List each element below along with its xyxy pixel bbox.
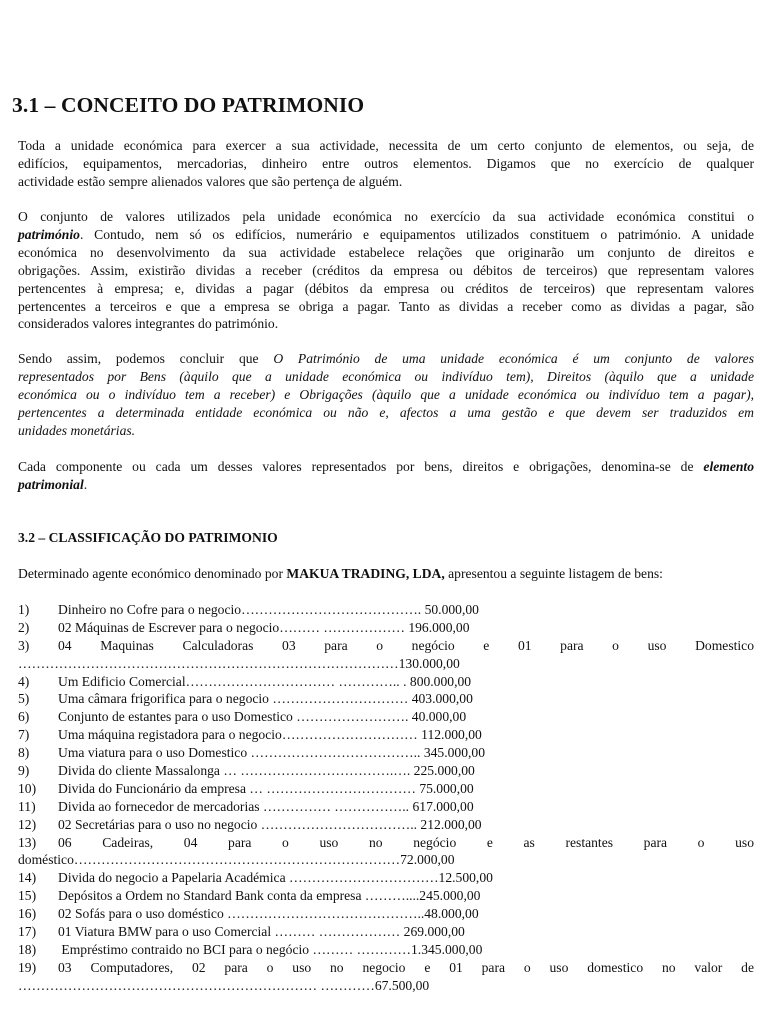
- list-item-text: 02 Máquinas de Escrever para o negocio……… ……………… 196.000,00: [58, 619, 470, 635]
- section-title-conceito: 3.1 – CONCEITO DO PATRIMONIO: [12, 93, 365, 117]
- paragraph-conjunto: [18, 208, 754, 333]
- list-item-number: 15): [18, 888, 37, 904]
- list-item-continuation: ………………………………………………………… …………67.500,00: [18, 977, 430, 993]
- list-item-text: 02 Secretárias para o uso no negocio …………………………….. 212.000,00: [58, 816, 482, 832]
- list-item-text: Depósitos a Ordem no Standard Bank conta da empresa ………....245.000,00: [58, 888, 481, 904]
- keyword-elemento: elemento: [703, 459, 754, 474]
- list-item: [18, 941, 754, 959]
- list-item: [18, 619, 754, 637]
- paragraph-line: patrimonial.: [18, 476, 88, 492]
- paragraph-line: obrigações. Assim, existirão dividas a receber (créditos da empresa ou débitos de terceiros) que representam valores: [18, 262, 754, 278]
- list-item-number: 2): [18, 619, 30, 635]
- list-item-text: Divida do cliente Massalonga … …………………………….…. 225.000,00: [58, 763, 475, 779]
- list-item-number: 14): [18, 870, 37, 886]
- paragraph-line: actividade estão sempre alienados valores que são pertença de alguém.: [18, 173, 403, 189]
- list-item-text: Divida do negocio a Papelaria Académica ……………………………12.500,00: [58, 870, 493, 886]
- paragraph-line: representados por Bens (àquilo que a unidade económica ou indivíduo tem), Direitos (àquilo que a unidade: [18, 368, 754, 384]
- paragraph-line: económica no desenvolvimento da sua actividade estabelece relações que originarão um conjunto de direitos e: [18, 244, 754, 260]
- section-title-classificacao: 3.2 – CLASSIFICAÇÃO DO PATRIMONIO: [18, 530, 278, 545]
- list-item-number: 10): [18, 780, 37, 796]
- list-item-number: 6): [18, 709, 30, 725]
- list-item: 3) 04 Maquinas Calculadoras 03 para o negócio e 01 para o uso Domestico: [18, 637, 754, 653]
- paragraph-line: pertencentes à empresa; e, dividas a pagar (débitos da empresa ou créditos de terceiros) que representam valores: [18, 280, 754, 296]
- list-item-continuation: doméstico………………………………………………………………72.000,00: [18, 852, 455, 868]
- list-item-number: 11): [18, 798, 36, 814]
- paragraph-elemento: [18, 458, 754, 494]
- list-item-text: Dinheiro no Cofre para o negocio…………………………………. 50.000,00: [58, 602, 479, 617]
- list-item: [18, 923, 754, 941]
- paragraph-line: unidades monetárias.: [18, 422, 136, 438]
- paragraph-line: Cada componente ou cada um desses valores representados por bens, direitos e obrigações, denomina-se de elemento: [18, 459, 754, 474]
- list-item: [18, 869, 754, 887]
- list-item-number: 8): [18, 745, 30, 761]
- list-item-text: Conjunto de estantes para o uso Domestico ……………………. 40.000,00: [58, 709, 467, 725]
- list-item: [18, 762, 754, 780]
- list-item: 13) 06 Cadeiras, 04 para o uso no negócio e as restantes para o uso: [18, 834, 754, 850]
- paragraph-line: pertencentes a terceiros e que a empresa se obriga a pagar. Tanto as dividas a receber como as dividas a pagar, são: [18, 298, 754, 314]
- list-item-number: 13): [18, 834, 37, 850]
- list-item-text: Divida ao fornecedor de mercadorias …………… …………….. 617.000,00: [58, 798, 474, 814]
- paragraph-line: económica ou o indivíduo tem a receber) e Obrigações (àquilo que a unidade económica ou indivíduo tem a pagar),: [18, 386, 754, 402]
- list-item-number: 17): [18, 924, 37, 940]
- list-item-text: Empréstimo contraido no BCI para o negócio ……… …………1.345.000,00: [58, 941, 483, 957]
- asset-list: [18, 601, 754, 995]
- list-item: [18, 690, 754, 708]
- list-item-text: 01 Viatura BMW para o uso Comercial ……… ……………… 269.000,00: [58, 924, 465, 940]
- paragraph-line: Sendo assim, podemos concluir que O Património de uma unidade económica é um conjunto de valores: [18, 351, 754, 366]
- list-item: [18, 708, 754, 726]
- list-item: [18, 905, 754, 923]
- list-item: [18, 601, 754, 619]
- paragraph-line: pertencentes a determinada entidade económica ou não e, afectos a uma gestão e que devem ser traduzidos em: [18, 404, 754, 420]
- list-item: [18, 780, 754, 798]
- list-item: [18, 887, 754, 905]
- list-item-number: 7): [18, 727, 30, 743]
- paragraph-definition: [18, 350, 754, 440]
- list-item-text: Um Edificio Comercial…………………………… ………….. . 800.000,00: [58, 673, 472, 689]
- list-item-number: 16): [18, 906, 37, 922]
- list-item-text: Uma câmara frigorifica para o negocio ………………………… 403.000,00: [58, 691, 473, 707]
- list-item-text: 02 Sofás para o uso doméstico ……………………………………..48.000,00: [58, 906, 479, 922]
- list-item: 19) 03 Computadores, 02 para o uso no negocio e 01 para o uso domestico no valor de: [18, 959, 754, 975]
- company-name: MAKUA TRADING, LDA,: [286, 566, 445, 581]
- list-item: [18, 744, 754, 762]
- paragraph-line: O conjunto de valores utilizados pela unidade económica no exercício da sua actividade económica constitui o: [18, 209, 754, 224]
- paragraph-line: edifícios, equipamentos, mercadorias, dinheiro entre outros elementos. Digamos que no exercício de qualquer: [18, 155, 754, 171]
- list-item-number: 9): [18, 763, 30, 779]
- list-item-number: 5): [18, 691, 30, 707]
- list-item-continuation: …………………………………………………………………………130.000,00: [18, 655, 460, 671]
- paragraph-line: considerados valores integrantes do património.: [18, 316, 279, 332]
- list-item-number: 18): [18, 941, 37, 957]
- list-item-number: 12): [18, 816, 37, 832]
- list-item: [18, 816, 754, 834]
- list-item-text: Uma máquina registadora para o negocio………………………… 112.000,00: [58, 727, 482, 743]
- list-item-text: Uma viatura para o uso Domestico ……………………………….. 345.000,00: [58, 745, 486, 761]
- keyword-patrimonial: patrimonial: [18, 476, 84, 492]
- paragraph-line: Toda a unidade económica para exercer a sua actividade, necessita de um certo conjunto de elementos, ou seja, de: [18, 138, 754, 153]
- list-item: [18, 673, 754, 691]
- list-item-number: 1): [18, 602, 30, 617]
- keyword-patrimonio: património: [18, 226, 80, 242]
- list-item: [18, 798, 754, 816]
- listing-intro: Determinado agente económico denominado por MAKUA TRADING, LDA, apresentou a seguinte listagem de bens:: [18, 566, 663, 581]
- paragraph-intro: [18, 137, 754, 191]
- list-item-number: 3): [18, 637, 30, 653]
- list-item-text: Divida do Funcionário da empresa … …………………………… 75.000,00: [58, 780, 474, 796]
- list-item-number: 4): [18, 673, 30, 689]
- paragraph-line: património. Contudo, nem só os edifícios, numerário e equipamentos utilizados constituem o património. A unidade: [18, 226, 754, 242]
- list-item-number: 19): [18, 959, 37, 975]
- list-item: [18, 726, 754, 744]
